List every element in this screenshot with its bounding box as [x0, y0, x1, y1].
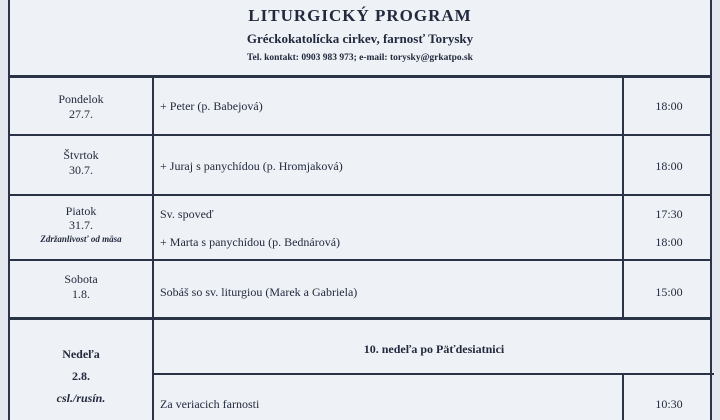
day-cell — [10, 204, 152, 246]
service-time: 17:30 — [655, 207, 683, 221]
column-divider — [152, 76, 154, 420]
day-name: Sobota — [64, 272, 98, 286]
day-name: Štvrtok — [63, 148, 99, 162]
day-date: 30.7. — [69, 163, 93, 177]
service-description: + Juraj s panychídou (p. Hromjaková) — [160, 159, 343, 173]
row-divider — [154, 373, 714, 375]
service-description: Sv. spoveď — [160, 207, 214, 221]
day-note: csl./rusín. — [56, 391, 106, 405]
day-cell — [10, 343, 152, 409]
day-name: Nedeľa — [62, 347, 100, 361]
day-cell — [10, 148, 152, 178]
service-description: + Marta s panychídou (p. Bednárová) — [160, 235, 341, 249]
schedule-header — [10, 0, 710, 76]
service-time: 15:00 — [655, 285, 683, 299]
row-divider — [10, 134, 710, 136]
parish-name: Gréckokatolícka cirkev, farnosť Torysky — [246, 31, 474, 46]
day-date: 31.7. — [69, 218, 93, 232]
service-time: 18:00 — [655, 159, 683, 173]
schedule-title: LITURGICKÝ PROGRAM — [248, 6, 472, 25]
row-divider — [10, 317, 710, 320]
service-time: 18:00 — [655, 235, 683, 249]
service-description: Za veriacich farnosti — [160, 397, 260, 411]
row-divider — [10, 194, 710, 196]
day-cell — [10, 272, 152, 302]
service-time: 10:30 — [655, 397, 683, 411]
day-date: 1.8. — [72, 287, 90, 301]
liturgical-schedule-sheet — [8, 0, 712, 420]
day-name: Piatok — [65, 204, 97, 218]
header-divider — [10, 75, 710, 78]
day-date: 2.8. — [72, 369, 90, 383]
day-name: Pondelok — [58, 92, 104, 106]
service-description: + Peter (p. Babejová) — [160, 99, 263, 113]
day-note: Zdržanlivosť od mäsa — [40, 234, 122, 244]
day-cell — [10, 92, 152, 122]
service-description: Sobáš so sv. liturgiou (Marek a Gabriela) — [160, 285, 358, 299]
service-time: 18:00 — [655, 99, 683, 113]
sunday-heading: 10. nedeľa po Päťdesiatnici — [363, 342, 505, 356]
day-date: 27.7. — [69, 107, 93, 121]
contact-info: Tel. kontakt: 0903 983 973; e-mail: torysky@grkatpo.sk — [247, 53, 473, 63]
row-divider — [10, 259, 710, 261]
